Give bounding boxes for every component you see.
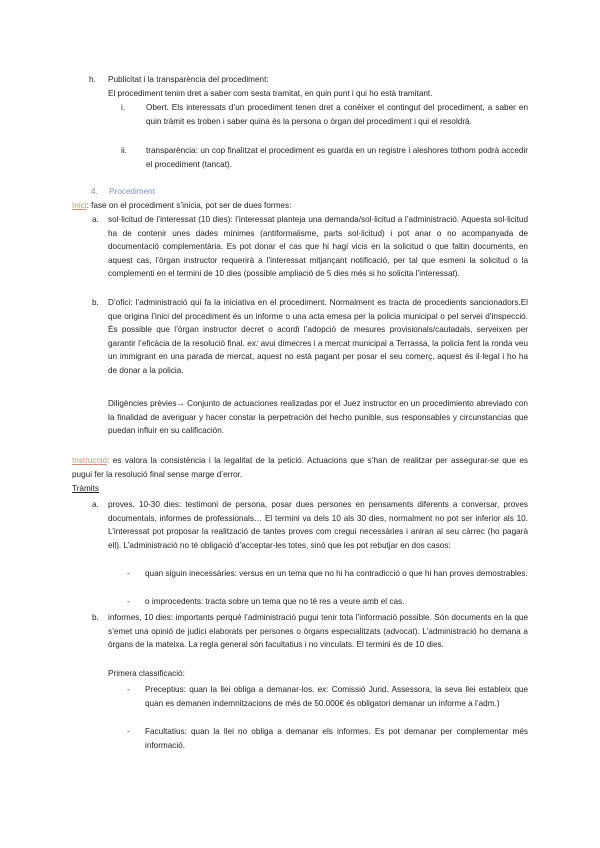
instruccio-text: : es valora la consistència i la legalitat de la petició. Actuacions que s’han de realitzar per assegurar-se que es pugui fer la resolució final sense marge d’error. bbox=[72, 456, 528, 479]
instr-a-sub1-marker: - bbox=[127, 569, 130, 578]
diligencies-text: Conjunto de actuaciones realizadas por el Juez instructor en un procedimiento abreviado con la finalidad de averiguar y hacer constar la perpetración del hecho punible, sus responsables y circunstancias que puedan influir en su calificación. bbox=[108, 399, 528, 436]
instr-a-sub2: o improcedents: tracta sobre un tema que no té res a veure amb el cas. bbox=[145, 597, 405, 606]
diligencies bbox=[108, 397, 528, 438]
primera-classificacio: Primera classificació: bbox=[108, 669, 185, 678]
instr-b-sub2-marker: - bbox=[127, 727, 130, 736]
instr-a-sub1: quan siguin inecessàries: versus en un tema que no hi ha contradicció o que hi han proves demostrables. bbox=[145, 569, 528, 578]
instr-b-sub1-ex: ex: bbox=[317, 685, 329, 694]
inici-text: : fase on el procediment s’inicia, pot ser de dues formes: bbox=[86, 201, 292, 210]
instr-b-sub1-a: Preceptius: quan la llei obliga a demanar-los. bbox=[145, 685, 315, 694]
h-i-text: Obert. Els interessats d’un procediment tenen dret a conèixer el contingut del procediment, a saber en quin tràmit es troben i saber quina és la persona o òrgan del procediment i qui el resoldrà. bbox=[146, 103, 528, 126]
instr-b-sub1-marker: - bbox=[127, 685, 130, 694]
h-ii-text: transparència: un cop finalitzat el procediment es guarda en un registre i aleshores tothom podrà accedir el procediment (tancat). bbox=[146, 146, 528, 169]
section4-number: 4. bbox=[91, 187, 98, 196]
inici-b-marker: b. bbox=[92, 298, 99, 307]
instruccio-label: Instrucció bbox=[72, 456, 108, 465]
inici-b-main: D’ofici: l’administració qui fa la iniciativa en el procediment. Normalment es tracta de procedients sancionadors.El que origina l’inici del procediment és un informe o una acta emesa per la policia municipal o pel servei d’inspecció. És possible que l’òrgan instructor decret o acordi l’adopció de mesures provisionals/cautadals, serveixen per garantir l’eficàcia de la resolució final. bbox=[108, 298, 528, 348]
h-ii-marker: ii. bbox=[121, 146, 127, 155]
inici-a-text: sol·licitud de l’interessat (10 dies): l’interessat planteja una demanda/sol·licitud a l’administració. Aquesta sol·licitud ha de contenir unes dades mínimes (antiformalisme, parts sol·licitud) i pot anar o no acompanyada de documentació complementària. Es pot donar el cas que hi hagi vicis en la solicitud o que faltin documents, en aquest cas, l’òrgan instructor requerirà a l’interessat mitjançant notificació, per tal que esmeni la solicitud o la complementi en el termini de 10 dies (possible ampliació de 5 dies més si ho solicita l’interessat). bbox=[108, 215, 528, 279]
h-title: Publicitat i la transparència del procediment: bbox=[108, 75, 269, 84]
diligencies-arrow: → bbox=[176, 399, 185, 408]
instruccio-line bbox=[72, 454, 528, 481]
inici-b-text bbox=[108, 296, 528, 378]
inici-label: Inici bbox=[72, 201, 87, 210]
instr-a-text: proves, 10-30 dies: testimoni de persona, posar dues persones en pensaments diferents a conversar, proves documentals, informes de professionals… El termini va dels 10 als 30 dies, normalment no pot ser inferior als 10. L’interessat pot proposar la realització de tantes proves com cregui necessàries i aniran al seu càrrec (ho pagarà ell). L’administració no té obligació d’acceptar-les totes, sinó que les pot rebutjar en dos casos: bbox=[108, 500, 528, 550]
instr-b-text: informes, 10 dies: importants perquè l’administració pugui tenir tota l’informació possible. Són documents en la que s’emet una opinió de judici elaborats per persones o òrgans especialitzats (advocat). L’administració ho demana a òrgans de la mateixa. La regla general són facultatius i no vinculats. El termini és de 10 dies. bbox=[108, 613, 528, 650]
h-marker: h. bbox=[89, 75, 96, 84]
instr-a-marker: a. bbox=[92, 500, 99, 509]
inici-b-ex-label: ex: bbox=[247, 338, 259, 348]
instr-b-marker: b. bbox=[92, 613, 99, 622]
diligencies-label: Diligències prèvies bbox=[108, 399, 177, 408]
instr-b-sub1 bbox=[145, 683, 528, 710]
inici-b-ex-text: avui dimecres i a mercat municipal a Terrassa, la policia fent la ronda veu un immigrant en una parada de mercat, aquest no està pagant per posar el seu comerç, aquest és il·legal i ho ha de donar a la policia. bbox=[108, 338, 528, 375]
instr-a-sub2-marker: - bbox=[127, 597, 130, 606]
h-i-marker: i. bbox=[121, 103, 126, 112]
tramits-heading: Tràmits bbox=[72, 484, 99, 493]
instr-b-sub2: Facultatius: quan la llei no obliga a demanar els informes. Es pot demanar per complementar més informació. bbox=[145, 727, 528, 750]
inici-line bbox=[72, 199, 528, 213]
inici-a-marker: a. bbox=[92, 215, 99, 224]
section4-title: Procediment bbox=[109, 187, 155, 196]
h-body: El procediment tenim dret a saber com sesta tramitat, en quin punt i qui ho està tramitant. bbox=[108, 89, 433, 98]
instr-b-sub1-b: Comissió Jurid. Assessora, la seva llei estableix que quan es demanen indemnitzacions de més de 50.000€ és obligatori demanar un informe a l’adm.) bbox=[145, 685, 528, 708]
